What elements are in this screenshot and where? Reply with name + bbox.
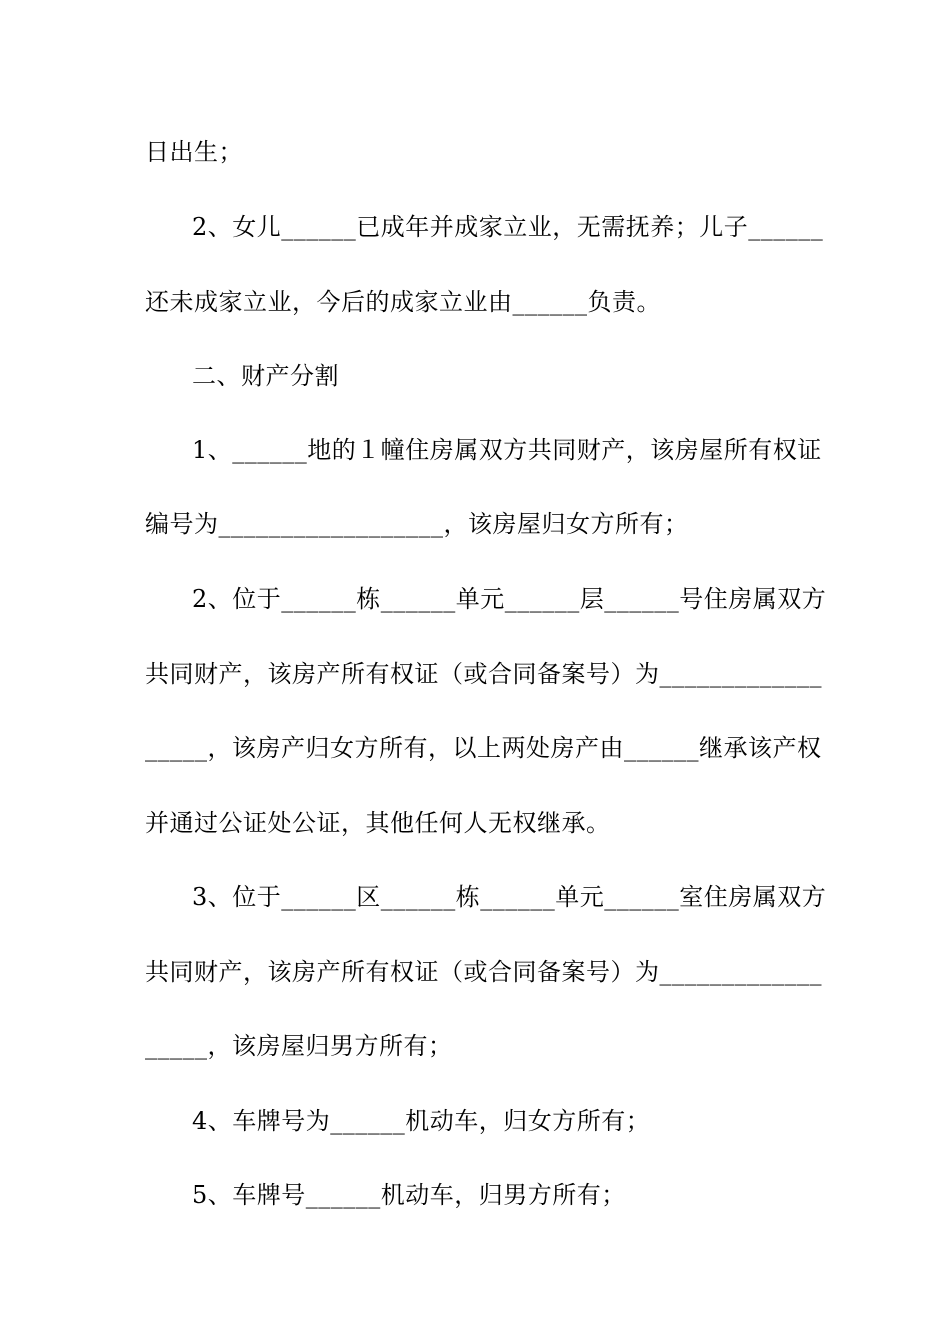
- section-heading: 二、财产分割: [192, 362, 339, 390]
- paragraph-line: 并通过公证处公证，其他任何人无权继承。: [145, 809, 611, 837]
- paragraph-line: 日出生；: [145, 138, 243, 166]
- paragraph-line: 共同财产，该房产所有权证（或合同备案号）为_____________: [145, 660, 822, 688]
- paragraph-line: 5、车牌号______机动车，归男方所有；: [192, 1181, 626, 1209]
- paragraph-line: 3、位于______区______栋______单元______室住房属双方: [192, 883, 827, 911]
- paragraph-line: 4、车牌号为______机动车，归女方所有；: [192, 1107, 651, 1135]
- paragraph-line: 2、女儿______已成年并成家立业，无需抚养；儿子______: [192, 213, 824, 241]
- paragraph-line: 2、位于______栋______单元______层______号住房属双方: [192, 585, 827, 613]
- paragraph-line: 还未成家立业，今后的成家立业由______负责。: [145, 288, 661, 316]
- paragraph-line: _____，该房屋归男方所有；: [145, 1032, 453, 1060]
- paragraph-line: 共同财产，该房产所有权证（或合同备案号）为_____________: [145, 958, 822, 986]
- paragraph-line: _____，该房产归女方所有，以上两处房产由______继承该产权: [145, 734, 822, 762]
- paragraph-line: 编号为__________________，该房屋归女方所有；: [145, 510, 689, 538]
- paragraph-line: 1、______地的１幢住房属双方共同财产，该房屋所有权证: [192, 436, 822, 464]
